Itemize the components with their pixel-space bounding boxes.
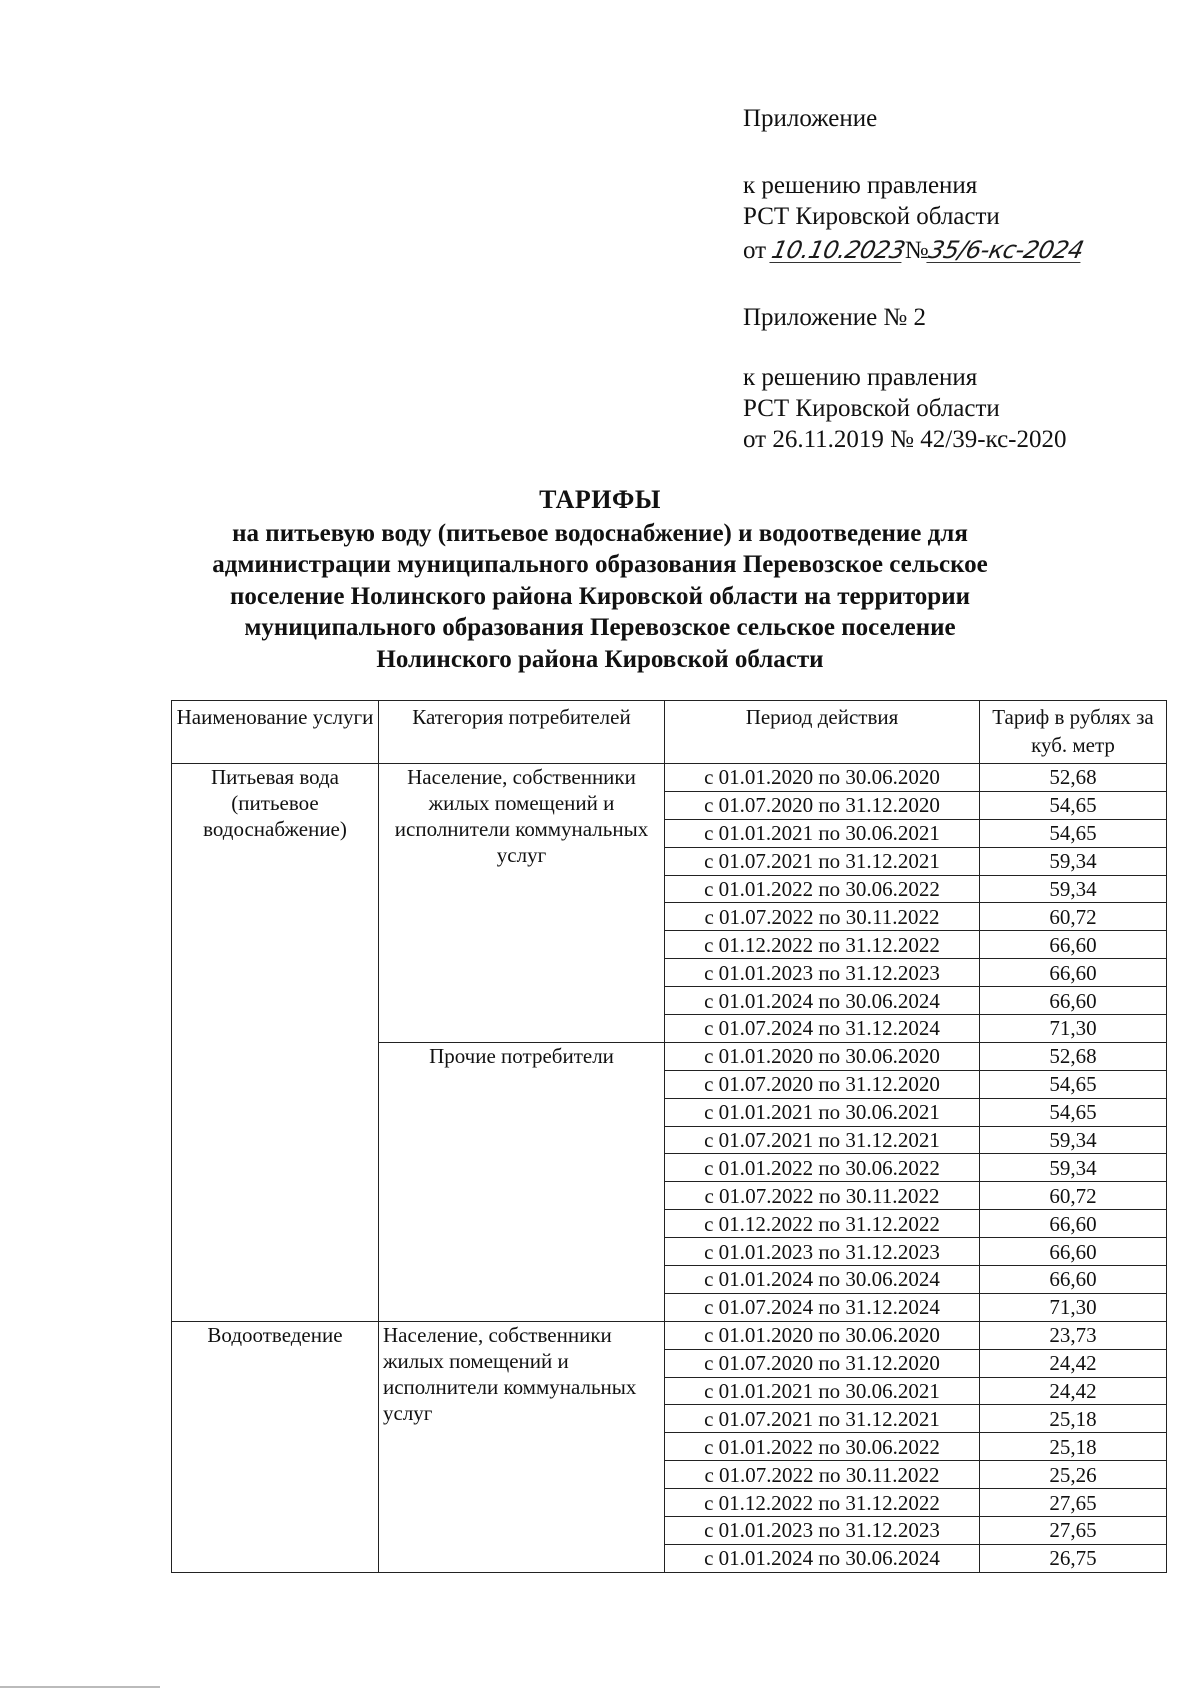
- period-cell: с 01.07.2022 по 30.11.2022: [665, 903, 980, 931]
- tariff-value-cell: 54,65: [980, 1098, 1167, 1126]
- period-cell: с 01.01.2022 по 30.06.2022: [665, 875, 980, 903]
- period-cell: с 01.07.2020 по 31.12.2020: [665, 791, 980, 819]
- period-cell: с 01.12.2022 по 31.12.2022: [665, 1489, 980, 1517]
- tariff-value-cell: 54,65: [980, 1070, 1167, 1098]
- table-body: [172, 764, 1167, 1573]
- from-label: от: [743, 237, 767, 264]
- title-line-4: муниципального образования Перевозское сельское поселение: [244, 614, 956, 641]
- handwritten-date: 10.10.2023: [769, 236, 908, 264]
- appendix-title: Приложение: [743, 105, 878, 132]
- tariff-value-cell: 23,73: [980, 1321, 1167, 1349]
- tariff-value-cell: 71,30: [980, 1015, 1167, 1043]
- period-cell: с 01.01.2024 по 30.06.2024: [665, 1544, 980, 1572]
- title-line-2: администрации муниципального образования Перевозское сельское: [212, 551, 988, 578]
- tariff-value-cell: 52,68: [980, 1042, 1167, 1070]
- tariff-value-cell: 25,26: [980, 1461, 1167, 1489]
- period-cell: с 01.07.2024 по 31.12.2024: [665, 1293, 980, 1321]
- tariff-value-cell: 66,60: [980, 1266, 1167, 1294]
- scan-edge-mark: [0, 1686, 160, 1688]
- tariff-value-cell: 66,60: [980, 1238, 1167, 1266]
- period-cell: с 01.12.2022 по 31.12.2022: [665, 931, 980, 959]
- period-cell: с 01.01.2020 по 30.06.2020: [665, 1042, 980, 1070]
- tariff-value-cell: 26,75: [980, 1544, 1167, 1572]
- period-cell: с 01.01.2020 по 30.06.2020: [665, 764, 980, 792]
- category-cell: Население, собственники жилых помещений и исполнители коммунальных услуг: [379, 764, 665, 1043]
- tariff-table: [171, 700, 1167, 1573]
- period-cell: с 01.01.2022 по 30.06.2022: [665, 1433, 980, 1461]
- tariff-value-cell: 59,34: [980, 1126, 1167, 1154]
- period-cell: с 01.07.2021 по 31.12.2021: [665, 1405, 980, 1433]
- period-cell: с 01.07.2022 по 30.11.2022: [665, 1182, 980, 1210]
- period-cell: с 01.01.2022 по 30.06.2022: [665, 1154, 980, 1182]
- title-main: ТАРИФЫ: [539, 485, 661, 514]
- title-line-1: на питьевую воду (питьевое водоснабжение) и водоотведение для: [232, 519, 968, 547]
- tariff-value-cell: 71,30: [980, 1293, 1167, 1321]
- period-cell: с 01.07.2022 по 30.11.2022: [665, 1461, 980, 1489]
- title-line-5: Нолинского района Кировской области: [376, 645, 824, 673]
- tariff-value-cell: 27,65: [980, 1517, 1167, 1545]
- tariff-value-cell: 54,65: [980, 791, 1167, 819]
- period-cell: с 01.01.2021 по 30.06.2021: [665, 819, 980, 847]
- tariff-value-cell: 59,34: [980, 875, 1167, 903]
- appendix2-title: Приложение № 2: [743, 304, 927, 331]
- tariff-value-cell: 25,18: [980, 1405, 1167, 1433]
- header-period: Период действия: [665, 701, 980, 764]
- period-cell: с 01.01.2023 по 31.12.2023: [665, 1517, 980, 1545]
- tariff-value-cell: 59,34: [980, 847, 1167, 875]
- tariff-value-cell: 27,65: [980, 1489, 1167, 1517]
- period-cell: с 01.01.2024 по 30.06.2024: [665, 1266, 980, 1294]
- service-name-cell: Водоотведение: [172, 1321, 379, 1572]
- header-tariff: Тариф в рублях за куб. метр: [980, 701, 1167, 764]
- appendix-date-number-line: [743, 235, 1086, 266]
- table-row: [172, 1321, 1167, 1349]
- title-line-3: поселение Нолинского района Кировской области на территории: [229, 582, 971, 610]
- document-title: [130, 484, 1070, 675]
- category-cell: Население, собственники жилых помещений и исполнители коммунальных услуг: [379, 1321, 665, 1572]
- table-header-row: [172, 701, 1167, 764]
- appendix2-authority-line: РСТ Кировской области: [743, 395, 1000, 422]
- period-cell: с 01.01.2023 по 31.12.2023: [665, 959, 980, 987]
- appendix-decision-line: к решению правления: [743, 172, 978, 199]
- handwritten-number: 35/6-кс-2024: [925, 236, 1086, 264]
- period-cell: с 01.01.2021 по 30.06.2021: [665, 1377, 980, 1405]
- number-sign: №: [904, 237, 929, 264]
- tariff-value-cell: 52,68: [980, 764, 1167, 792]
- tariff-value-cell: 24,42: [980, 1349, 1167, 1377]
- period-cell: с 01.01.2024 по 30.06.2024: [665, 987, 980, 1015]
- period-cell: с 01.01.2020 по 30.06.2020: [665, 1321, 980, 1349]
- tariff-value-cell: 59,34: [980, 1154, 1167, 1182]
- tariff-value-cell: 66,60: [980, 959, 1167, 987]
- header-category: Категория потребителей: [379, 701, 665, 764]
- period-cell: с 01.07.2020 по 31.12.2020: [665, 1070, 980, 1098]
- tariff-value-cell: 24,42: [980, 1377, 1167, 1405]
- tariff-value-cell: 25,18: [980, 1433, 1167, 1461]
- tariff-value-cell: 60,72: [980, 903, 1167, 931]
- period-cell: с 01.01.2023 по 31.12.2023: [665, 1238, 980, 1266]
- period-cell: с 01.01.2021 по 30.06.2021: [665, 1098, 980, 1126]
- table-row: [172, 764, 1167, 792]
- tariff-value-cell: 66,60: [980, 987, 1167, 1015]
- tariff-value-cell: 66,60: [980, 931, 1167, 959]
- period-cell: с 01.07.2020 по 31.12.2020: [665, 1349, 980, 1377]
- appendix2-decision-line: к решению правления: [743, 364, 978, 391]
- period-cell: с 01.07.2021 по 31.12.2021: [665, 847, 980, 875]
- tariff-value-cell: 66,60: [980, 1210, 1167, 1238]
- period-cell: с 01.07.2024 по 31.12.2024: [665, 1015, 980, 1043]
- appendix-authority-line: РСТ Кировской области: [743, 203, 1000, 230]
- category-cell: Прочие потребители: [379, 1042, 665, 1321]
- period-cell: с 01.07.2021 по 31.12.2021: [665, 1126, 980, 1154]
- header-service: Наименование услуги: [172, 701, 379, 764]
- tariff-value-cell: 60,72: [980, 1182, 1167, 1210]
- appendix2-date-number-line: от 26.11.2019 № 42/39-кс-2020: [743, 426, 1067, 453]
- period-cell: с 01.12.2022 по 31.12.2022: [665, 1210, 980, 1238]
- tariff-value-cell: 54,65: [980, 819, 1167, 847]
- service-name-cell: Питьевая вода (питьевое водоснабжение): [172, 764, 379, 1322]
